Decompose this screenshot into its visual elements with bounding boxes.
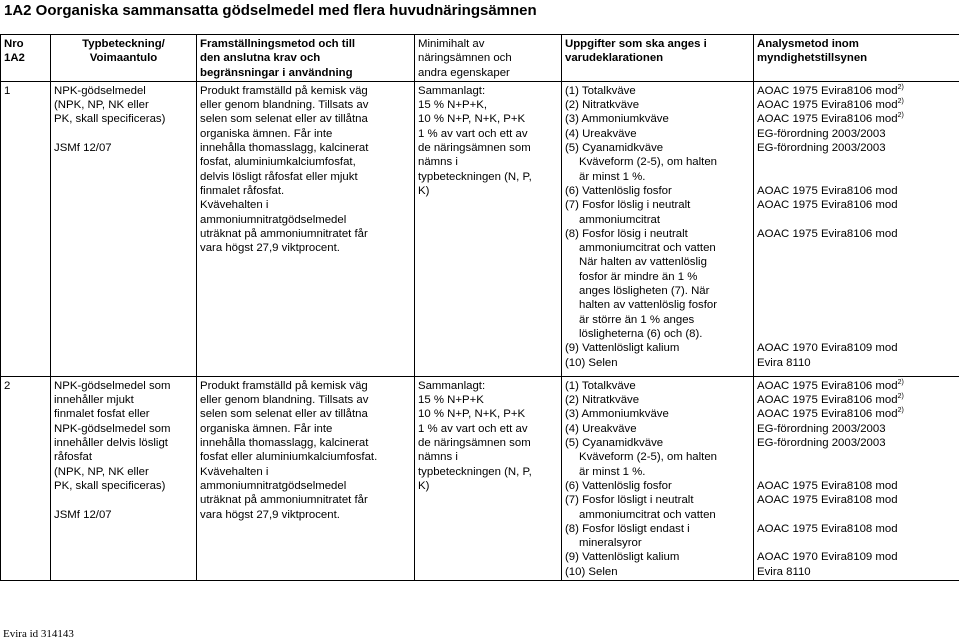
analysis-method: EG-förordning 2003/2003 bbox=[757, 127, 886, 140]
header-uppgifter bbox=[562, 35, 754, 82]
text-line: organiska ämnen. Får inte bbox=[200, 127, 333, 140]
cell-nro: 2 bbox=[1, 376, 51, 580]
text-line: Framställningsmetod och till bbox=[200, 38, 356, 50]
text-line: selen som selenat eller av tillåtna bbox=[200, 113, 368, 126]
analysis-method: AOAC 1970 Evira8109 mod bbox=[757, 551, 898, 564]
text-line: Typbeteckning/ bbox=[82, 38, 165, 50]
declaration-item: Kväveform (2-5), om halten bbox=[579, 451, 718, 464]
text-line: 15 % N+P+K, bbox=[418, 99, 488, 112]
declaration-item: När halten av vattenlöslig bbox=[579, 256, 707, 269]
text-line: näringsämnen och bbox=[418, 52, 512, 65]
text-line: 1A2 bbox=[4, 52, 25, 65]
footnote-ref: 2) bbox=[897, 112, 904, 120]
declaration-item: (5) Cyanamidkväve bbox=[565, 437, 664, 450]
cell-framstallningsmetod bbox=[197, 81, 415, 376]
analysis-method bbox=[757, 313, 956, 327]
cell-uppgifter bbox=[562, 81, 754, 376]
text-line: JSMf 12/07 bbox=[54, 142, 112, 155]
text-line: eller genom blandning. Tillsats av bbox=[200, 394, 369, 407]
text-line: NPK-gödselmedel bbox=[54, 84, 146, 97]
text-line: selen som selenat eller av tillåtna bbox=[200, 408, 368, 421]
text-line: Sammanlagt: bbox=[418, 379, 486, 392]
declaration-item: anges lösligheten (7). När bbox=[579, 285, 710, 298]
analysis-method bbox=[757, 213, 956, 227]
text-line: innehåller mjukt bbox=[54, 394, 134, 407]
declaration-item: (8) Fosfor lösig i neutralt bbox=[565, 227, 688, 240]
analysis-method: AOAC 1975 Evira8106 mod$^{2)}$ bbox=[757, 112, 904, 126]
analysis-method bbox=[757, 284, 956, 298]
page-title: 1A2 Oorganiska sammansatta gödselmedel med flera huvudnäringsämnen bbox=[4, 2, 537, 19]
declaration-item: (8) Fosfor lösligt endast i bbox=[565, 522, 690, 535]
text-line: råfosfat bbox=[54, 451, 92, 464]
text-line: uträknat på ammoniumnitratet får bbox=[200, 227, 368, 240]
text-line: andra egenskaper bbox=[418, 66, 510, 79]
footnote-ref: 2) bbox=[897, 84, 904, 92]
analysis-method: Evira 8110 bbox=[757, 565, 811, 578]
text-line: fosfat, aluminiumkalciumfosfat, bbox=[200, 156, 356, 169]
text-line: Produkt framställd på kemisk väg bbox=[200, 379, 368, 392]
text-line: den anslutna krav och bbox=[200, 52, 321, 65]
text-line: Kvävehalten i bbox=[200, 465, 269, 478]
text-line: nämns i bbox=[418, 451, 458, 464]
analysis-method: AOAC 1975 Evira8106 mod$^{2)}$ bbox=[757, 407, 904, 421]
cell-typbeteckning bbox=[51, 376, 197, 580]
header-analysmetod bbox=[754, 35, 959, 82]
text-line: 1 % av vart och ett av bbox=[418, 127, 528, 140]
text-line: myndighetstillsynen bbox=[757, 52, 868, 65]
declaration-item: (3) Ammoniumkväve bbox=[565, 408, 669, 421]
header-framstallningsmetod bbox=[197, 35, 415, 82]
text-line: 10 % N+P, N+K, P+K bbox=[418, 408, 526, 421]
text-line: fosfat eller aluminiumkalciumfosfat. bbox=[200, 451, 378, 464]
table-header-row bbox=[1, 35, 959, 82]
text-line: NPK-gödselmedel som bbox=[54, 379, 171, 392]
footnote-ref: 2) bbox=[897, 393, 904, 401]
declaration-item: (7) Fosfor löslig i neutralt bbox=[565, 199, 691, 212]
analysis-method bbox=[757, 508, 956, 522]
analysis-method bbox=[757, 255, 956, 269]
declaration-item: (5) Cyanamidkväve bbox=[565, 142, 664, 155]
cell-minimihalt bbox=[415, 376, 562, 580]
cell-framstallningsmetod bbox=[197, 376, 415, 580]
analysis-method: AOAC 1975 Evira8108 mod bbox=[757, 479, 898, 492]
text-line: Kvävehalten i bbox=[200, 199, 269, 212]
analysis-method: AOAC 1975 Evira8108 mod bbox=[757, 522, 898, 535]
cell-minimihalt bbox=[415, 81, 562, 376]
text-line: varudeklarationen bbox=[565, 52, 664, 65]
table-row bbox=[1, 81, 959, 376]
analysis-method bbox=[757, 155, 956, 169]
declaration-item: halten av vattenlöslig fosfor bbox=[579, 299, 718, 312]
text-line: uträknat på ammoniumnitratet får bbox=[200, 494, 368, 507]
declaration-item: mineralsyror bbox=[579, 537, 642, 550]
declaration-item: (4) Ureakväve bbox=[565, 127, 637, 140]
analysis-method: AOAC 1975 Evira8106 mod bbox=[757, 227, 898, 240]
analysis-method bbox=[757, 298, 956, 312]
text-line: innehålla thomasslagg, kalcinerat bbox=[200, 437, 369, 450]
text-line: 15 % N+P+K bbox=[418, 394, 484, 407]
analysis-method: EG-förordning 2003/2003 bbox=[757, 142, 886, 155]
text-line: vara högst 27,9 viktprocent. bbox=[200, 508, 340, 521]
text-line: K) bbox=[418, 184, 430, 197]
text-line: Uppgifter som ska anges i bbox=[565, 38, 707, 50]
text-line: ammoniumnitratgödselmedel bbox=[200, 213, 347, 226]
header-nro bbox=[1, 35, 51, 82]
analysis-method: AOAC 1975 Evira8106 mod$^{2)}$ bbox=[757, 84, 904, 97]
analysis-method: AOAC 1970 Evira8109 mod bbox=[757, 342, 898, 355]
declaration-item: lösligheterna (6) och (8). bbox=[579, 327, 703, 340]
text-line: PK, skall specificeras) bbox=[54, 479, 166, 492]
declaration-item: (7) Fosfor lösligt i neutralt bbox=[565, 494, 694, 507]
text-line: eller genom blandning. Tillsats av bbox=[200, 99, 369, 112]
declaration-item: (9) Vattenlösligt kalium bbox=[565, 551, 680, 564]
declaration-item: (2) Nitratkväve bbox=[565, 394, 640, 407]
declaration-item: (1) Totalkväve bbox=[565, 379, 636, 392]
analysis-method: AOAC 1975 Evira8106 mod bbox=[757, 199, 898, 212]
declaration-item: (2) Nitratkväve bbox=[565, 99, 640, 112]
text-line: delvis lösligt råfosfat eller mjukt bbox=[200, 170, 358, 183]
text-line bbox=[54, 493, 193, 507]
declaration-item: ammoniumcitrat och vatten bbox=[579, 242, 716, 255]
declaration-item: (6) Vattenlöslig fosfor bbox=[565, 184, 672, 197]
declaration-item: fosfor är mindre än 1 % bbox=[579, 270, 698, 283]
text-line: Analysmetod inom bbox=[757, 38, 859, 50]
header-minimihalt bbox=[415, 35, 562, 82]
analysis-method bbox=[757, 170, 956, 184]
footnote-ref: 2) bbox=[897, 407, 904, 415]
cell-uppgifter bbox=[562, 376, 754, 580]
text-line: JSMf 12/07 bbox=[54, 508, 112, 521]
declaration-item: (9) Vattenlösligt kalium bbox=[565, 342, 680, 355]
declaration-item: är större än 1 % anges bbox=[579, 313, 695, 326]
analysis-method: EG-förordning 2003/2003 bbox=[757, 422, 886, 435]
analysis-method: EG-förordning 2003/2003 bbox=[757, 437, 886, 450]
text-line: PK, skall specificeras) bbox=[54, 113, 166, 126]
text-line: K) bbox=[418, 479, 430, 492]
text-line: typbeteckningen (N, P, bbox=[418, 170, 532, 183]
text-line: innehålla thomasslagg, kalcinerat bbox=[200, 142, 369, 155]
declaration-item: ammoniumcitrat bbox=[579, 213, 661, 226]
analysis-method bbox=[757, 270, 956, 284]
text-line bbox=[54, 127, 193, 141]
declaration-item: är minst 1 %. bbox=[579, 170, 646, 183]
declaration-item: (10) Selen bbox=[565, 565, 618, 578]
declaration-item: Kväveform (2-5), om halten bbox=[579, 156, 718, 169]
analysis-method bbox=[757, 465, 956, 479]
cell-analysmetod bbox=[754, 81, 959, 376]
analysis-method bbox=[757, 327, 956, 341]
footnote-ref: 2) bbox=[897, 379, 904, 387]
analysis-method: AOAC 1975 Evira8108 mod bbox=[757, 494, 898, 507]
analysis-method: AOAC 1975 Evira8106 mod bbox=[757, 184, 898, 197]
text-line: 1 % av vart och ett av bbox=[418, 422, 528, 435]
cell-nro: 1 bbox=[1, 81, 51, 376]
text-line: 10 % N+P, N+K, P+K bbox=[418, 113, 526, 126]
text-line: finmalet fosfat eller bbox=[54, 408, 150, 421]
text-line: Produkt framställd på kemisk väg bbox=[200, 84, 368, 97]
text-line: innehåller delvis lösligt bbox=[54, 437, 168, 450]
text-line: finmalet råfosfat. bbox=[200, 184, 285, 197]
text-line: organiska ämnen. Får inte bbox=[200, 422, 333, 435]
footnote-ref: 2) bbox=[897, 98, 904, 106]
declaration-item: (3) Ammoniumkväve bbox=[565, 113, 669, 126]
text-line: (NPK, NP, NK eller bbox=[54, 99, 149, 112]
text-line: Voimaantulo bbox=[89, 52, 158, 65]
analysis-method bbox=[757, 450, 956, 464]
text-line: ammoniumnitratgödselmedel bbox=[200, 479, 347, 492]
text-line: begränsningar i användning bbox=[200, 66, 353, 79]
text-line: de näringsämnen som bbox=[418, 437, 531, 450]
fertilizer-table bbox=[0, 34, 959, 581]
text-line: (NPK, NP, NK eller bbox=[54, 465, 149, 478]
text-line: nämns i bbox=[418, 156, 458, 169]
analysis-method: AOAC 1975 Evira8106 mod$^{2)}$ bbox=[757, 393, 904, 407]
cell-analysmetod bbox=[754, 376, 959, 580]
analysis-method bbox=[757, 536, 956, 550]
text-line: de näringsämnen som bbox=[418, 142, 531, 155]
text-line: NPK-gödselmedel som bbox=[54, 422, 171, 435]
text-line: Minimihalt av bbox=[418, 38, 485, 50]
analysis-method bbox=[757, 241, 956, 255]
header-typbeteckning bbox=[51, 35, 197, 82]
text-line: vara högst 27,9 viktprocent. bbox=[200, 242, 340, 255]
analysis-method: Evira 8110 bbox=[757, 356, 811, 369]
document-id: Evira id 314143 bbox=[3, 628, 74, 640]
declaration-item: (10) Selen bbox=[565, 356, 618, 369]
cell-typbeteckning bbox=[51, 81, 197, 376]
declaration-item: ammoniumcitrat och vatten bbox=[579, 508, 716, 521]
declaration-item: (6) Vattenlöslig fosfor bbox=[565, 479, 672, 492]
declaration-item: är minst 1 %. bbox=[579, 465, 646, 478]
text-line: Sammanlagt: bbox=[418, 84, 486, 97]
text-line: Nro bbox=[4, 38, 24, 50]
table-row bbox=[1, 376, 959, 580]
declaration-item: (1) Totalkväve bbox=[565, 84, 636, 97]
declaration-item: (4) Ureakväve bbox=[565, 422, 637, 435]
analysis-method: AOAC 1975 Evira8106 mod$^{2)}$ bbox=[757, 98, 904, 112]
text-line: typbeteckningen (N, P, bbox=[418, 465, 532, 478]
analysis-method: AOAC 1975 Evira8106 mod$^{2)}$ bbox=[757, 379, 904, 392]
